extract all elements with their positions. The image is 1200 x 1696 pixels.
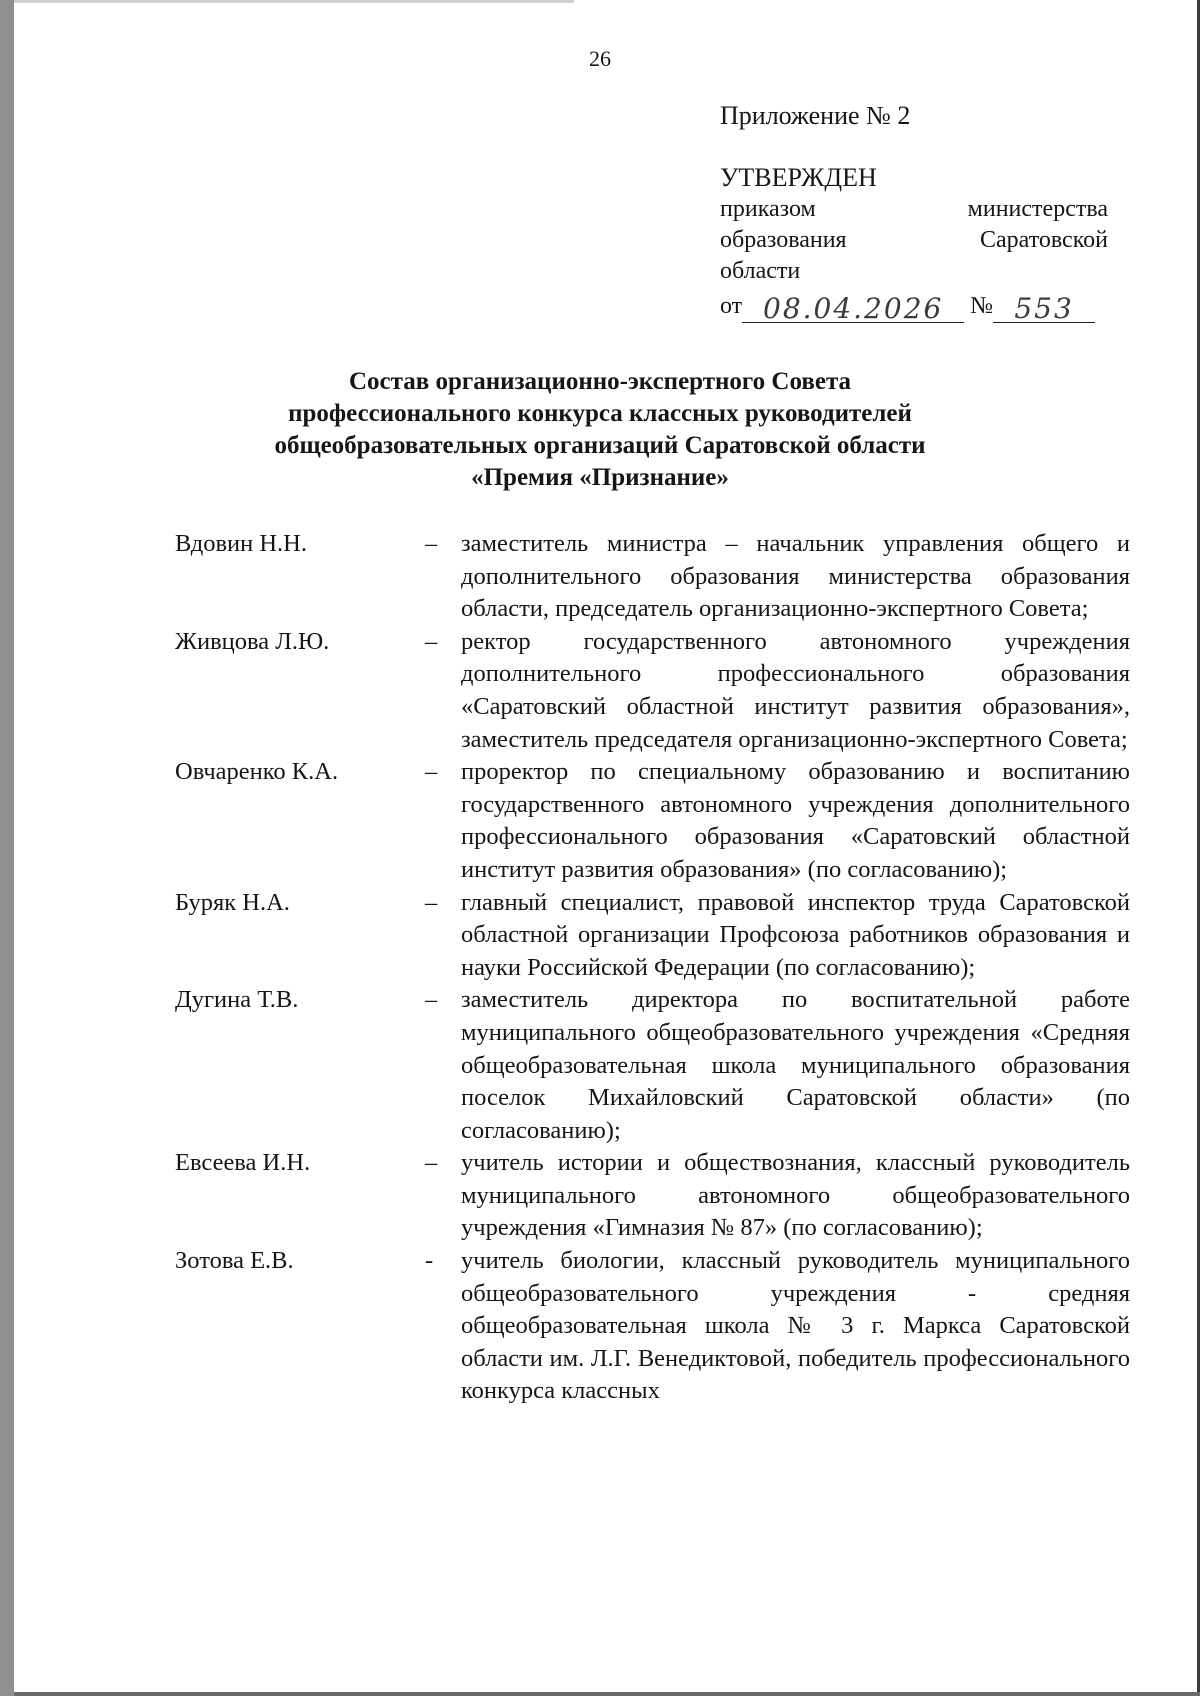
member-row: [175, 887, 1130, 985]
member-name: Дугина Т.В.: [175, 986, 299, 1014]
document-title: [0, 366, 1200, 494]
approval-line-2: образования Саратовской: [720, 227, 1108, 253]
title-line-2: профессионального конкурса классных руководителей: [288, 400, 912, 427]
member-name: Зотова Е.В.: [175, 1247, 294, 1275]
member-row: [175, 756, 1130, 886]
member-name: Овчаренко К.А.: [175, 758, 339, 786]
approval-line-1: приказом министерства: [720, 196, 1108, 222]
page-number: 26: [589, 46, 611, 71]
member-name: Евсеева И.Н.: [175, 1149, 311, 1177]
member-name: Вдовин Н.Н.: [175, 530, 307, 557]
member-dash: –: [425, 627, 438, 655]
member-row: [175, 626, 1130, 756]
member-row: [175, 1245, 1130, 1408]
member-dash: -: [425, 1247, 434, 1275]
appendix-label: Приложение № 2: [720, 101, 911, 130]
order-date-line: [720, 289, 1108, 323]
member-description: проректор по специальному образованию и воспитанию государственного автономного учреждения дополнительного профессионального образования «Саратовский областной институт развития образования» (по согласованию);: [461, 758, 1130, 883]
council-members-list: [175, 528, 1130, 1408]
member-row: [175, 1147, 1130, 1245]
member-description: учитель истории и обществознания, классный руководитель муниципального автономного общеобразовательного учреждения «Гимназия № 87» (по согласованию);: [461, 1149, 1130, 1242]
member-dash: –: [425, 758, 438, 786]
member-description: заместитель министра – начальник управления общего и дополнительного образования министерства образования области, председатель организационно-экспертного Совета;: [461, 530, 1130, 623]
handwritten-order-number: 553: [993, 296, 1095, 323]
scan-border-bottom: [14, 1692, 1200, 1696]
scan-edge: [14, 0, 574, 3]
member-description: заместитель директора по воспитательной работе муниципального общеобразовательного учреждения «Средняя общеобразовательная школа муниципального образования поселок Михайловский Саратовской области» (по согласованию);: [461, 986, 1130, 1144]
member-row: [175, 984, 1130, 1147]
member-dash: –: [425, 1149, 438, 1177]
title-line-4: «Премия «Признание»: [471, 464, 729, 491]
title-line-3: общеобразовательных организаций Саратовской области: [274, 432, 926, 459]
member-row: [175, 528, 1130, 626]
member-dash: –: [425, 986, 438, 1014]
approval-line-3: области: [720, 258, 801, 284]
approved-heading: УТВЕРЖДЕН: [720, 163, 877, 192]
member-description: ректор государственного автономного учреждения дополнительного профессионального образования «Саратовский областной институт развития образования», заместитель председателя организационно-экспертного Совета;: [461, 627, 1130, 753]
number-sign: №: [970, 293, 994, 319]
member-name: Буряк Н.А.: [175, 888, 290, 916]
member-dash: –: [425, 888, 438, 916]
handwritten-date: 08.04.2026: [742, 296, 964, 323]
member-name: Живцова Л.Ю.: [175, 627, 330, 655]
date-prefix: от: [720, 293, 743, 319]
approval-block: [720, 100, 1108, 323]
title-line-1: Состав организационно-экспертного Совета: [348, 368, 852, 395]
member-description: учитель биологии, классный руководитель муниципального общеобразовательного учреждения - средняя общеобразовательная школа № 3 г. Маркса Саратовской области им. Л.Г. Венедиктовой, победитель профессионального конкурса классных: [461, 1247, 1130, 1405]
member-description: главный специалист, правовой инспектор труда Саратовской областной организации Профсоюза работников образования и науки Российской Федерации (по согласованию);: [461, 888, 1130, 981]
member-dash: –: [425, 530, 438, 557]
